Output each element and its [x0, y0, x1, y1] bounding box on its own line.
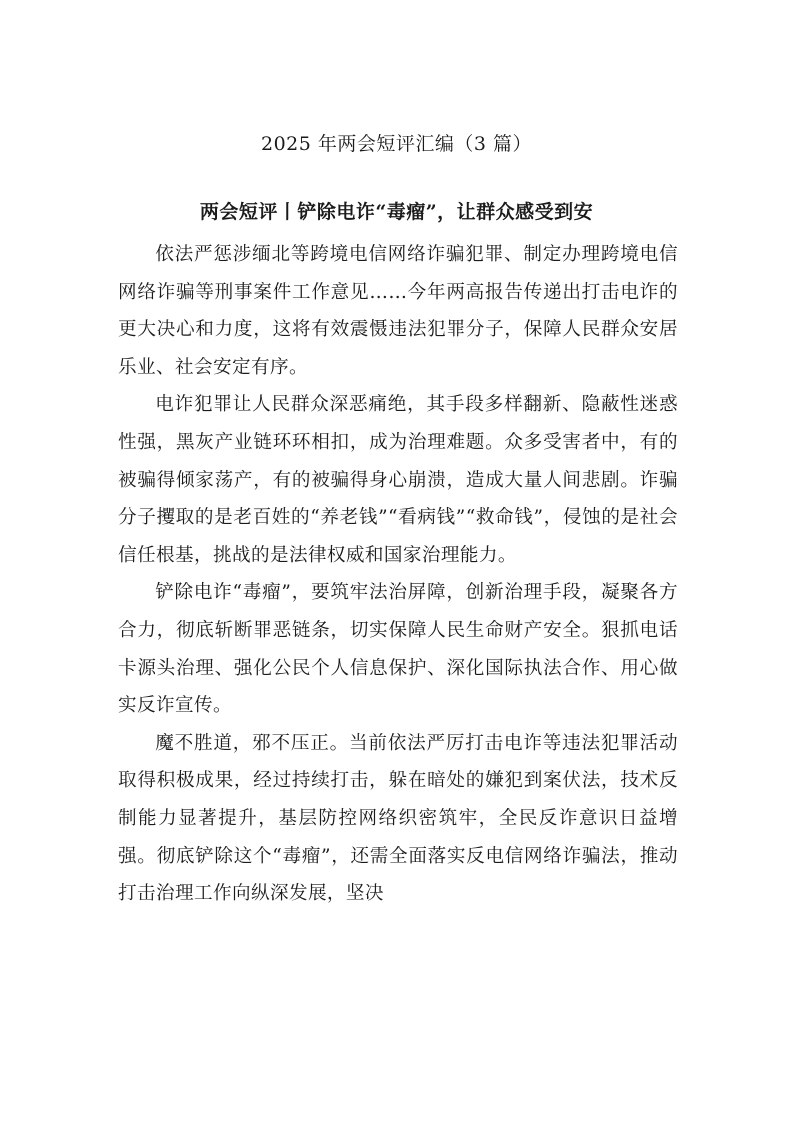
- paragraph-2: 电诈犯罪让人民群众深恶痛绝，其手段多样翻新、隐蔽性迷惑性强，黑灰产业链环环相扣，成为治理难题。众多受害者中，有的被骗得倾家荡产，有的被骗得身心崩溃，造成大量人间悲剧。诈骗分子攫取的是老百姓的“养老钱”“看病钱”“救命钱”，侵蚀的是社会信任根基，挑战的是法律权威和国家治理能力。: [118, 394, 678, 566]
- document-title: 2025 年两会短评汇编（3 篇）: [260, 133, 533, 155]
- paragraph-4: 魔不胜道，邪不压正。当前依法严厉打击电诈等违法犯罪活动取得积极成果，经过持续打击，躲在暗处的嫌犯到案伏法，技术反制能力显著提升，基层防控网络织密筑牢，全民反诈意识日益增强。彻底铲除这个“毒瘤”，还需全面落实反电信网络诈骗法，推动打击治理工作向纵深发展，坚决: [118, 732, 678, 905]
- paragraph-1: 依法严惩涉缅北等跨境电信网络诈骗犯罪、制定办理跨境电信网络诈骗等刑事案件工作意见……今年两高报告传递出打击电诈的更大决心和力度，这将有效震慑违法犯罪分子，保障人民群众安居乐业、社会安定有序。: [118, 244, 678, 378]
- article-title: 两会短评丨铲除电诈“毒瘤”，让群众感受到安: [199, 201, 594, 223]
- article-body: [118, 236, 678, 913]
- paragraph-3: 铲除电诈“毒瘤”，要筑牢法治屏障，创新治理手段，凝聚各方合力，彻底斩断罪恶链条，切实保障人民生命财产安全。狠抓电话卡源头治理、强化公民个人信息保护、深化国际执法合作、用心做实反诈宣传。: [118, 582, 678, 717]
